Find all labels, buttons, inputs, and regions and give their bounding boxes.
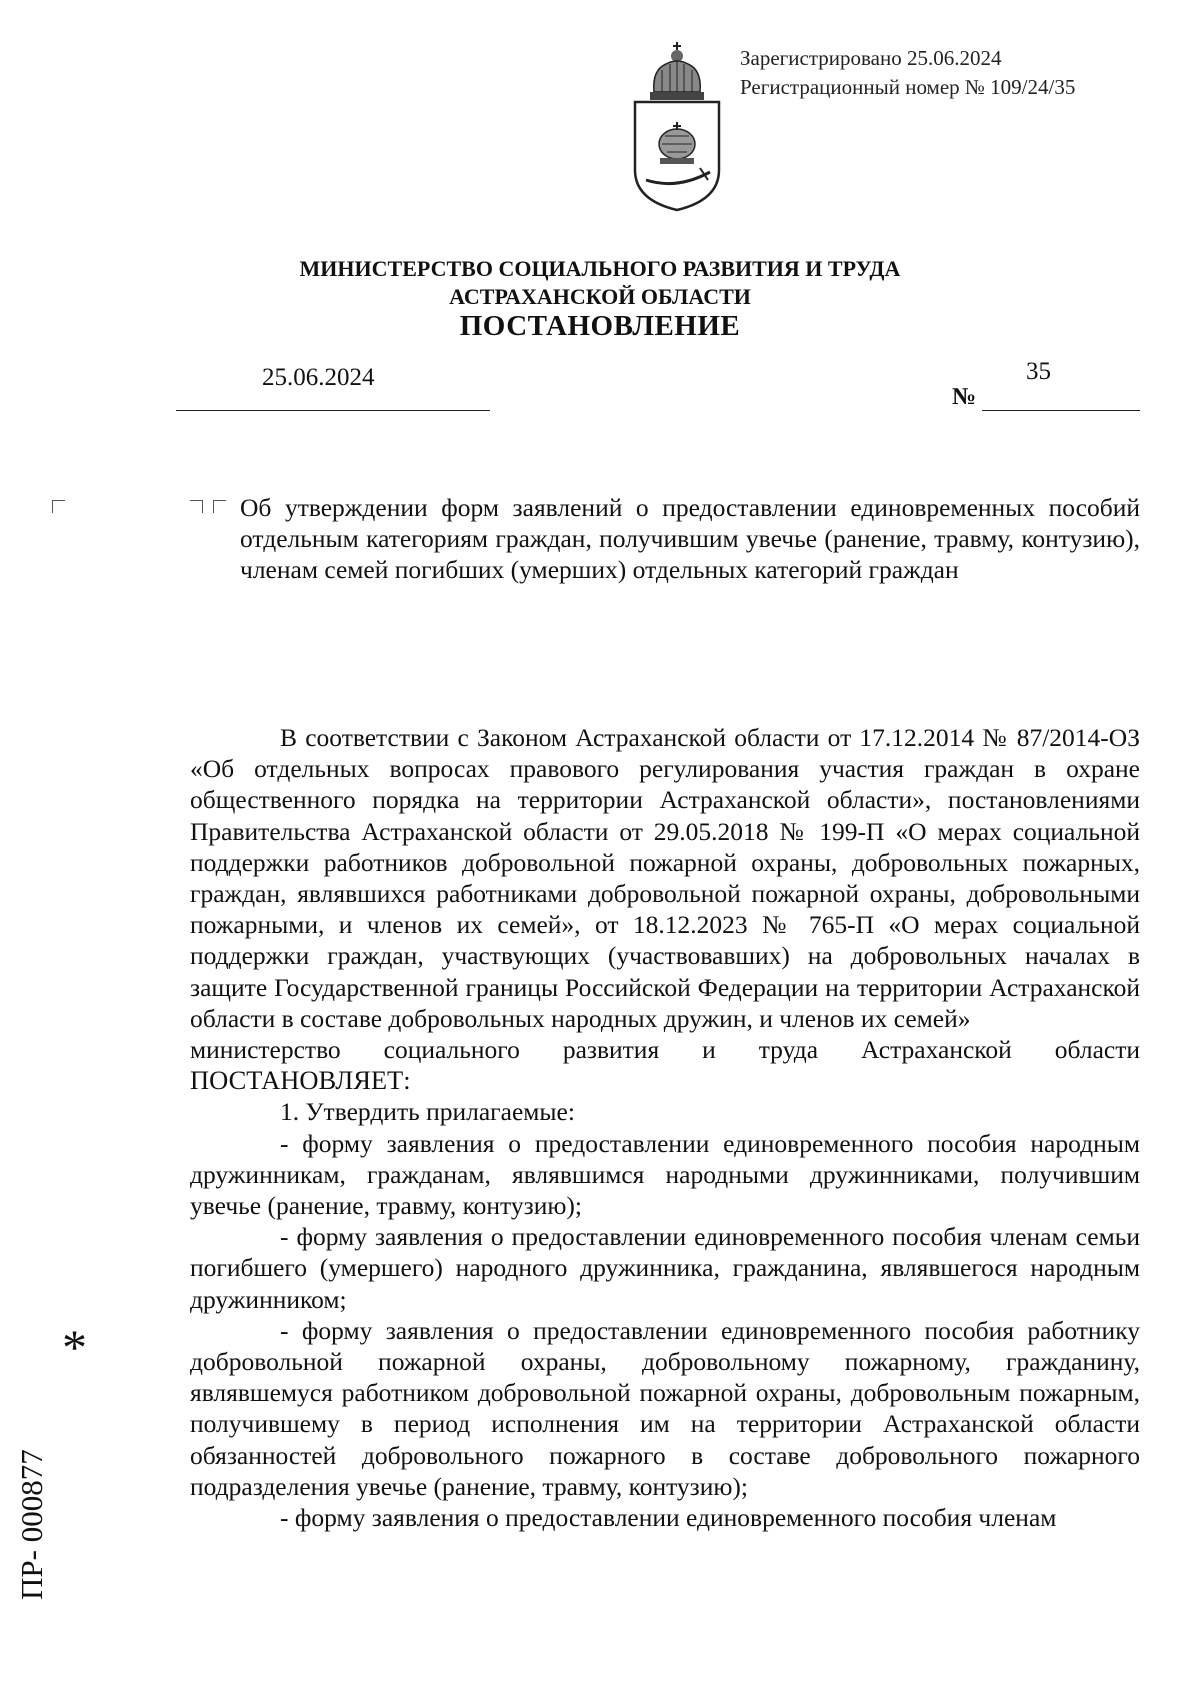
form-item: - форму заявления о предоставлении единовременного пособия членам xyxy=(280,1503,1057,1533)
registration-number-line: Регистрационный номер № 109/24/35 xyxy=(740,75,1076,99)
document-date: 25.06.2024 xyxy=(262,364,375,391)
form-item: - форму заявления о предоставлении единовременного пособия народным дружинникам, гражданам, являвшимся народными дружинниками, получившим увечье (ранение, травму, контузию); xyxy=(190,1128,1140,1221)
registration-stamp xyxy=(740,44,1075,102)
ministry-name-line-1: МИНИСТЕРСТВО СОЦИАЛЬНОГО РАЗВИТИЯ И ТРУДА xyxy=(299,256,901,281)
item-1: 1. Утвердить прилагаемые: xyxy=(280,1097,575,1127)
preamble-paragraph: В соответствии с Законом Астраханской области от 17.12.2014 № 87/2014-ОЗ «Об отдельных вопросах правового регулирования участия граждан в охране общественного порядка на территории Астраханской области», постановлениями Правительства Астраханской области от 29.05.2018 № 199-П «О мерах социальной поддержки работников добровольной пожарной охраны, добровольных пожарных, граждан, являвшихся работниками добровольной пожарной охраны, добровольными пожарными, и членов их семей», от 18.12.2023 № 765-П «О мерах социальной поддержки граждан, участвующих (участвовавших) на добровольных началах в защите Государственной границы Российской Федерации на территории Астраханской области в составе добровольных народных дружин, и членов их семей» xyxy=(190,723,1140,1033)
number-underline xyxy=(982,410,1140,411)
coat-of-arms-icon xyxy=(632,40,722,212)
ministry-name xyxy=(0,255,1200,311)
ministry-phrase: министерство социального развития и труда Астраханской области xyxy=(190,1035,1140,1065)
number-sign: № xyxy=(952,384,977,410)
decree-word: ПОСТАНОВЛЯЕТ: xyxy=(190,1065,411,1096)
corner-bracket-left-icon xyxy=(213,500,226,513)
side-document-code: ПР- 000877 xyxy=(14,1449,49,1600)
document-subject: Об утверждении форм заявлений о предоставлении единовременных пособий отдельным категориям граждан, получившим увечье (ранение, травму, контузию), членам семей погибших (умерших) отдельных категорий граждан xyxy=(240,493,1140,584)
corner-bracket-right-icon xyxy=(190,500,203,513)
document-number: 35 xyxy=(1026,358,1051,385)
registration-date-line: Зарегистрировано 25.06.2024 xyxy=(740,46,1002,70)
form-item: - форму заявления о предоставлении единовременного пособия работнику добровольной пожарной охраны, добровольному пожарному, гражданину, являвшемуся работником добровольной пожарной охраны, добровольным пожарным, получившему в период исполнения им на территории Астраханской области обязанностей добровольного пожарного в составе добровольного пожарного подразделения увечье (ранение, травму, контузию); xyxy=(190,1315,1140,1501)
form-item: - форму заявления о предоставлении единовременного пособия членам семьи погибшего (умершего) народного дружинника, гражданина, являвшегося народным дружинником; xyxy=(190,1222,1140,1314)
corner-bracket-left-icon xyxy=(52,500,65,513)
ministry-name-line-2: АСТРАХАНСКОЙ ОБЛАСТИ xyxy=(449,284,751,309)
date-underline xyxy=(176,410,490,411)
document-type-title: ПОСТАНОВЛЕНИЕ xyxy=(459,310,741,342)
document-body xyxy=(190,722,1140,1533)
margin-asterisk: * xyxy=(62,1319,87,1375)
